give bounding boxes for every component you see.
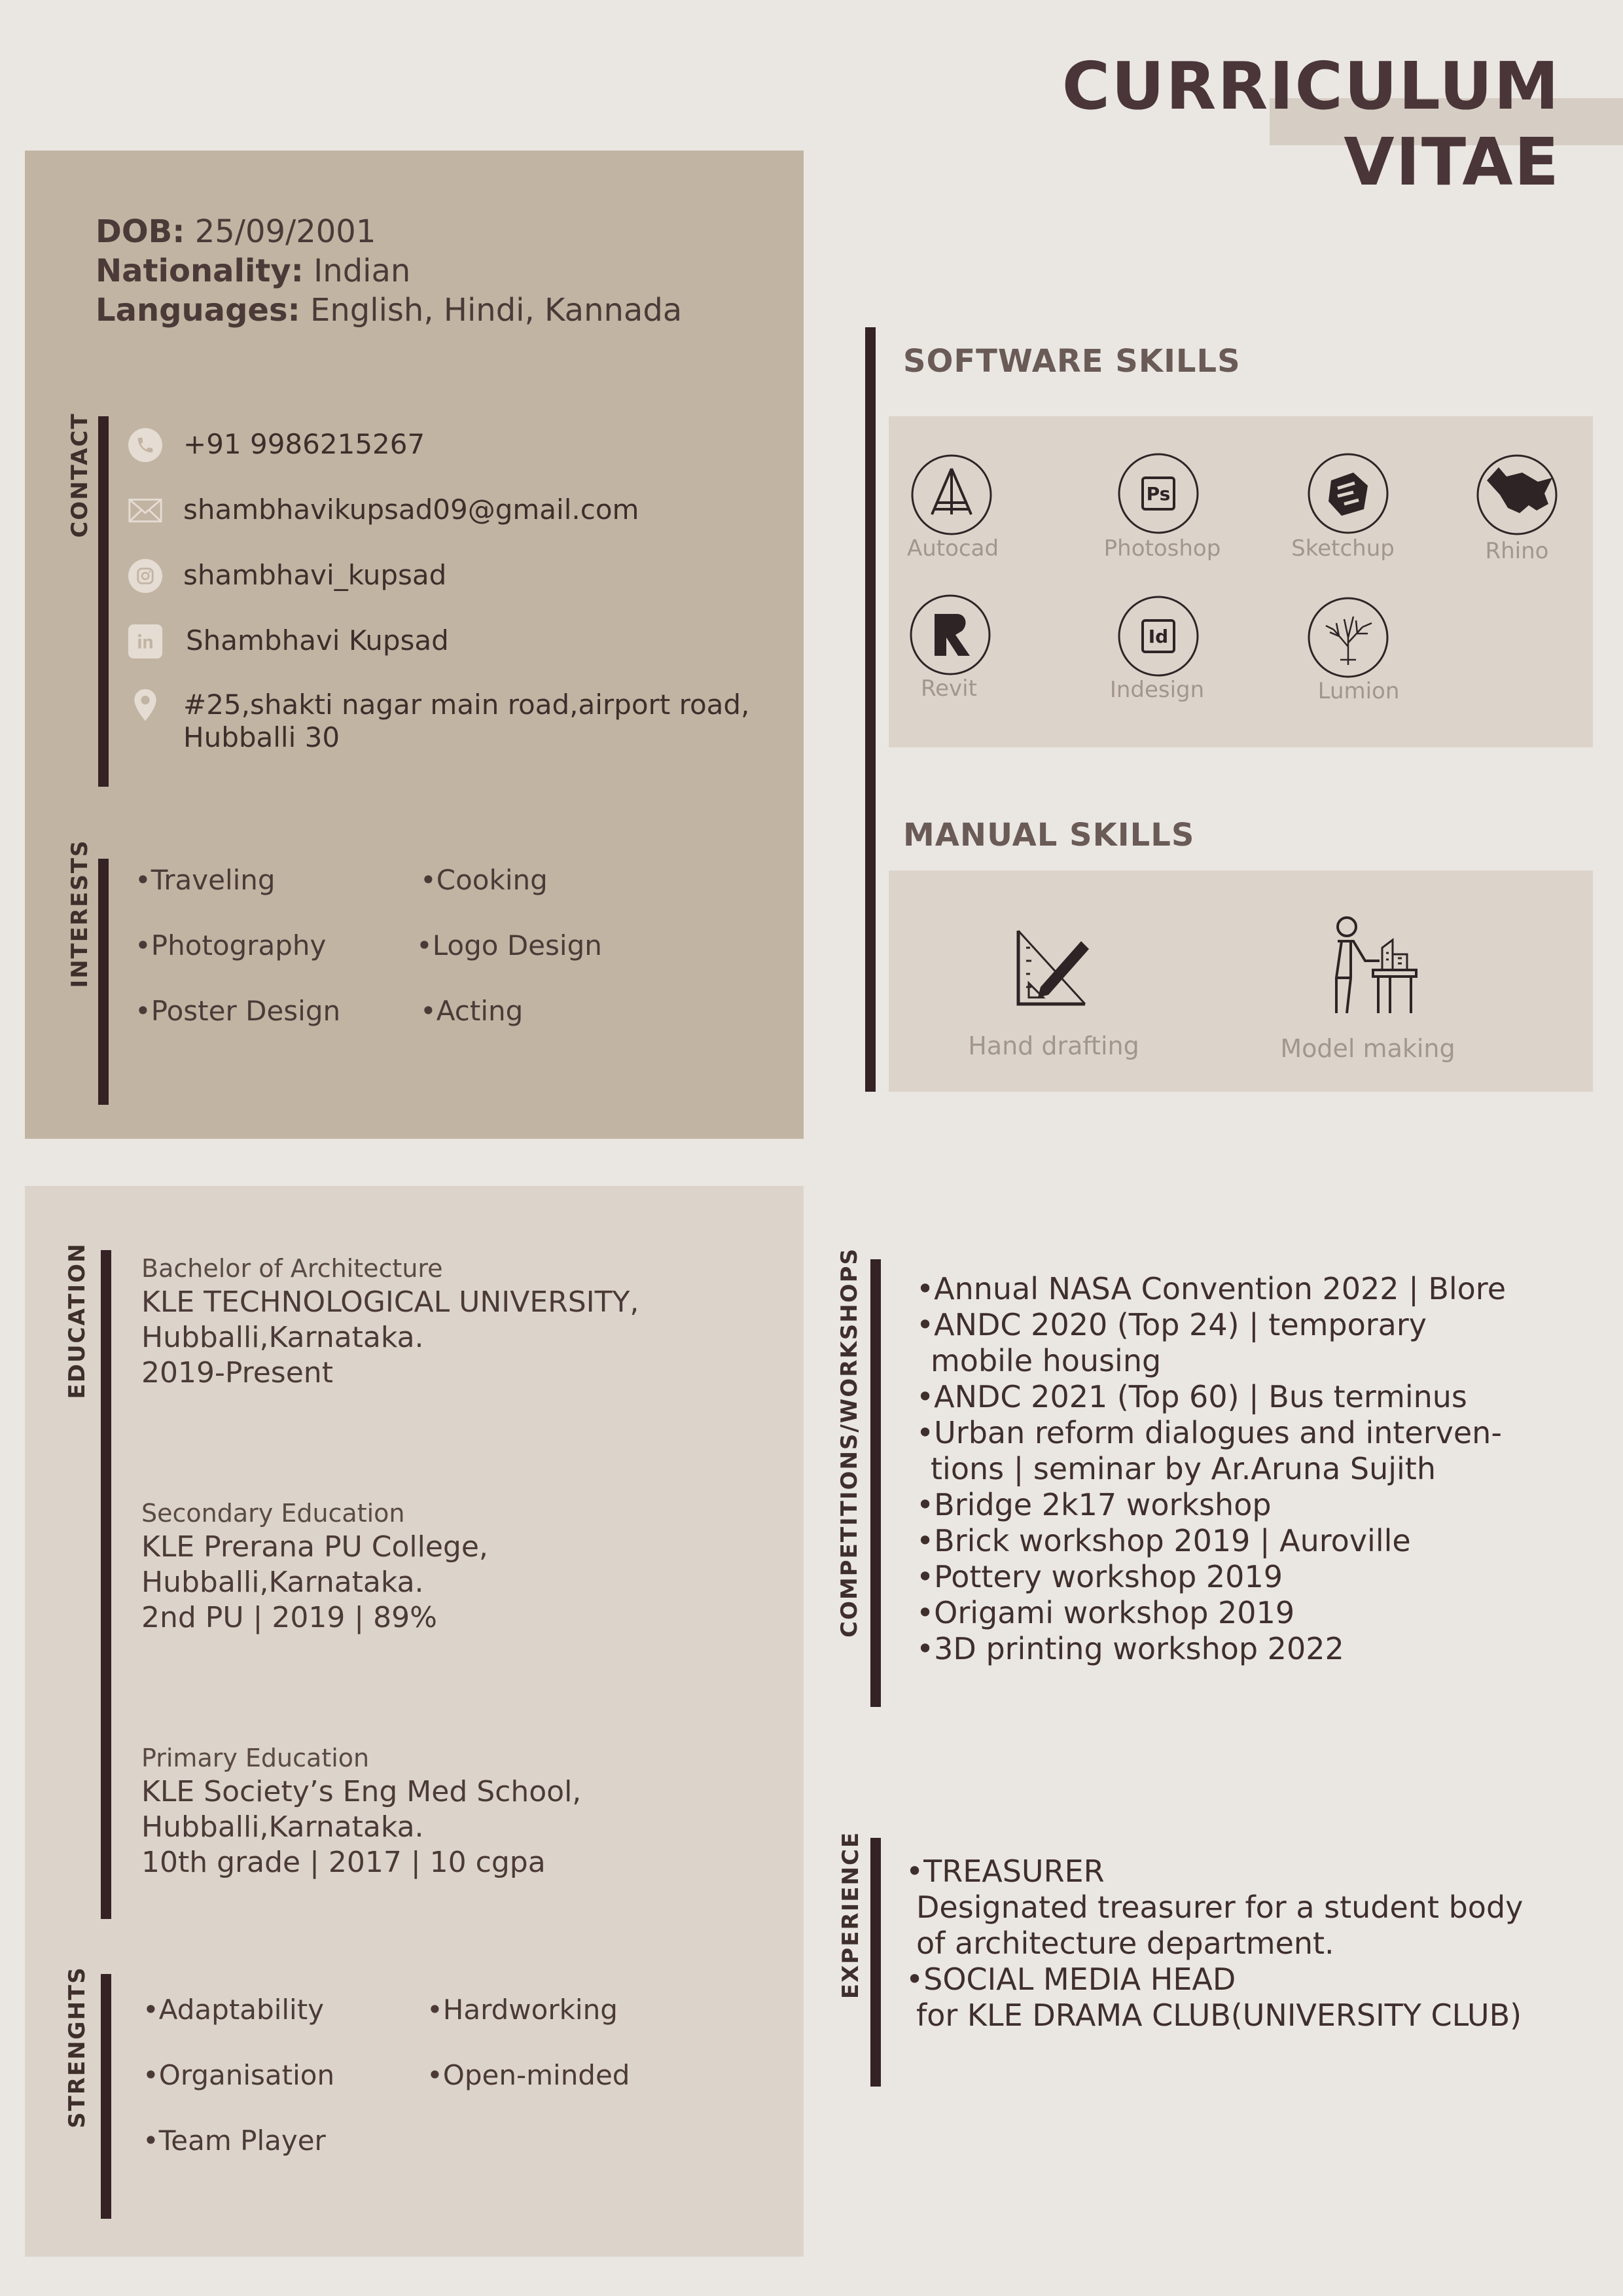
- email-address[interactable]: shambhavikupsad09@gmail.com: [183, 493, 639, 526]
- drafting-icon: [1013, 924, 1092, 1009]
- svg-text:Ps: Ps: [1146, 483, 1171, 505]
- dob-label: DOB:: [96, 213, 185, 250]
- dob-line: [96, 213, 376, 250]
- manual-skill-label: Model making: [1280, 1034, 1455, 1063]
- education-level: Secondary Education: [141, 1499, 405, 1528]
- sketchup-icon: [1308, 453, 1389, 534]
- experience-item: •TREASURER: [906, 1854, 1105, 1889]
- linkedin-name[interactable]: Shambhavi Kupsad: [186, 624, 449, 656]
- strength-item: •Hardworking: [427, 1994, 618, 2026]
- manual-skill-label: Hand drafting: [968, 1031, 1139, 1060]
- nationality-label: Nationality:: [96, 253, 304, 289]
- svg-text:Id: Id: [1148, 626, 1169, 647]
- languages-label: Languages:: [96, 292, 300, 329]
- strength-item: •Adaptability: [143, 1994, 325, 2026]
- phone-icon: [128, 428, 162, 462]
- interest-item: •Photography: [135, 929, 327, 961]
- competition-item: •Annual NASA Convention 2022 | Blore: [916, 1271, 1506, 1306]
- competition-item: •Brick workshop 2019 | Auroville: [916, 1523, 1411, 1558]
- photoshop-icon: [1118, 453, 1199, 534]
- languages-line: [96, 292, 682, 329]
- software-label: Rhino: [1485, 538, 1549, 564]
- education-institution: KLE Prerana PU College,: [141, 1530, 488, 1564]
- instagram-icon: [128, 559, 162, 593]
- competition-item: •Urban reform dialogues and interven-: [916, 1415, 1502, 1450]
- software-skills-title: SOFTWARE SKILLS: [903, 343, 1241, 380]
- competition-item: mobile housing: [931, 1343, 1162, 1378]
- linkedin-icon: [128, 624, 162, 658]
- interest-item: •Logo Design: [416, 929, 602, 961]
- experience-item: •SOCIAL MEDIA HEAD: [906, 1962, 1236, 1997]
- education-institution: KLE TECHNOLOGICAL UNIVERSITY,: [141, 1285, 639, 1319]
- experience-accent-bar: [870, 1838, 881, 2087]
- software-label: Lumion: [1317, 678, 1400, 704]
- strength-item: •Organisation: [143, 2059, 335, 2091]
- interest-item: •Acting: [420, 995, 524, 1027]
- education-location: Hubballi,Karnataka.: [141, 1810, 424, 1844]
- location-icon: [128, 689, 162, 723]
- mail-icon: [128, 493, 162, 528]
- interest-item: •Cooking: [420, 864, 548, 896]
- software-label: Revit: [921, 675, 977, 702]
- interest-item: •Traveling: [135, 864, 276, 896]
- interests-accent-bar: [98, 859, 109, 1105]
- autocad-icon: [911, 454, 992, 535]
- nationality-value: Indian: [313, 253, 411, 289]
- revit-icon: [910, 594, 991, 675]
- rhino-icon: [1476, 454, 1558, 535]
- phone-number[interactable]: +91 9986215267: [183, 428, 425, 460]
- competition-item: •ANDC 2021 (Top 60) | Bus terminus: [916, 1379, 1467, 1414]
- address-line1: #25,shakti nagar main road,airport road,: [183, 689, 750, 721]
- software-label: Sketchup: [1291, 535, 1395, 562]
- education-accent-bar: [101, 1250, 111, 1919]
- education-level: Primary Education: [141, 1744, 370, 1772]
- competition-item: •3D printing workshop 2022: [916, 1631, 1344, 1666]
- education-location: Hubballi,Karnataka.: [141, 1321, 424, 1354]
- contact-accent-bar: [98, 416, 109, 787]
- strengths-accent-bar: [101, 1974, 111, 2219]
- software-label: Indesign: [1109, 677, 1205, 703]
- address-line2: Hubballi 30: [183, 721, 340, 753]
- indesign-icon: [1118, 596, 1199, 677]
- instagram-handle[interactable]: shambhavi_kupsad: [183, 559, 447, 591]
- lumion-icon: [1308, 597, 1389, 678]
- competition-item: •Bridge 2k17 workshop: [916, 1487, 1272, 1522]
- education-period: 2nd PU | 2019 | 89%: [141, 1601, 437, 1634]
- competition-item: •ANDC 2020 (Top 24) | temporary: [916, 1307, 1427, 1342]
- software-label: Autocad: [906, 535, 999, 562]
- languages-value: English, Hindi, Kannada: [310, 292, 683, 329]
- competition-item: •Origami workshop 2019: [916, 1595, 1295, 1630]
- competitions-accent-bar: [870, 1259, 881, 1707]
- page-title-line2: VITAE: [1344, 124, 1560, 200]
- model-making-icon: [1327, 915, 1419, 1016]
- education-level: Bachelor of Architecture: [141, 1254, 443, 1283]
- education-institution: KLE Society’s Eng Med School,: [141, 1775, 582, 1808]
- experience-item: of architecture department.: [916, 1926, 1334, 1961]
- nationality-line: [96, 253, 410, 289]
- education-location: Hubballi,Karnataka.: [141, 1566, 424, 1599]
- experience-item: for KLE DRAMA CLUB(UNIVERSITY CLUB): [916, 1998, 1522, 2033]
- dob-value: 25/09/2001: [194, 213, 376, 250]
- competition-item: tions | seminar by Ar.Aruna Sujith: [931, 1451, 1436, 1486]
- page-title-line1: CURRICULUM: [1061, 48, 1560, 124]
- software-label: Photoshop: [1103, 535, 1221, 562]
- experience-item: Designated treasurer for a student body: [916, 1890, 1524, 1925]
- skills-accent-bar: [865, 327, 876, 1092]
- education-period: 2019-Present: [141, 1356, 333, 1390]
- manual-skills-title: MANUAL SKILLS: [903, 817, 1195, 853]
- interest-item: •Poster Design: [135, 995, 341, 1027]
- competition-item: •Pottery workshop 2019: [916, 1559, 1283, 1594]
- education-period: 10th grade | 2017 | 10 cgpa: [141, 1846, 546, 1879]
- strength-item: •Open-minded: [427, 2059, 630, 2091]
- strength-item: •Team Player: [143, 2125, 326, 2157]
